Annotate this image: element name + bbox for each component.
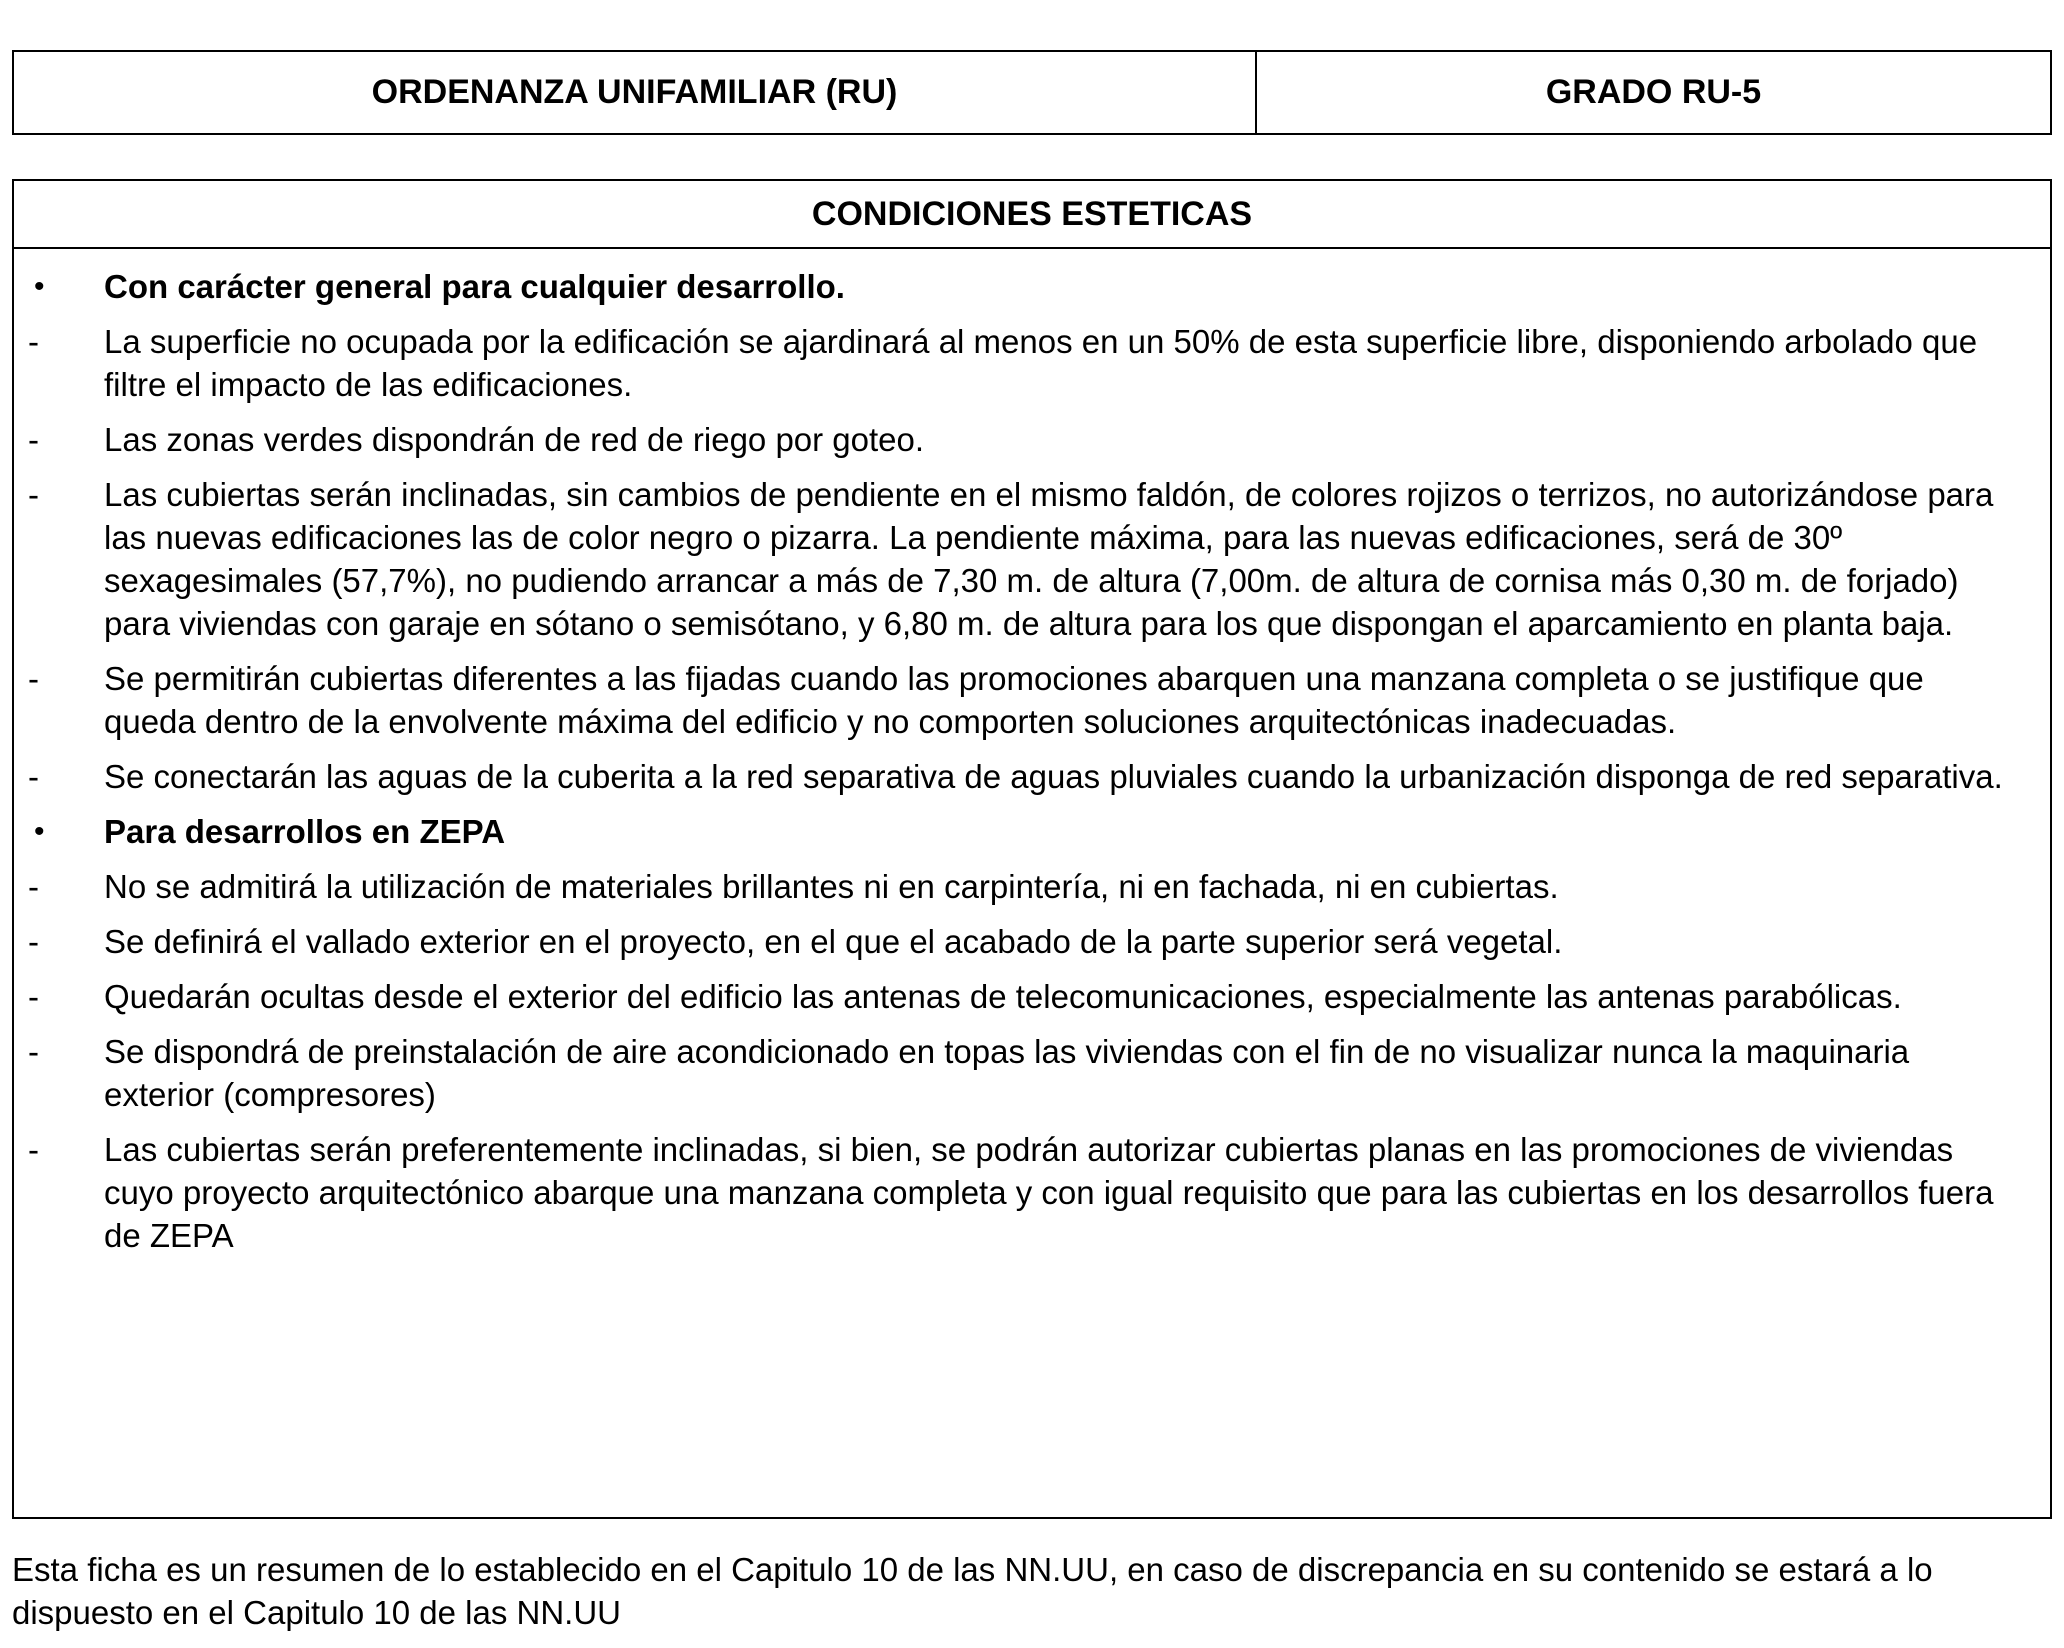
bullet-marker: • [34, 270, 45, 303]
grade-title: GRADO RU-5 [1545, 73, 1762, 111]
section-title: CONDICIONES ESTETICAS [14, 181, 2050, 249]
list-item-text: La superficie no ocupada por la edificación se ajardinará al menos en un 50% de esta superficie libre, disponiendo arbolado que filtre el impacto de las edificaciones. [104, 323, 1978, 403]
aesthetic-conditions-box [12, 179, 2052, 1519]
ordinance-header [12, 50, 2052, 135]
list-item-text: No se admitirá la utilización de materiales brillantes ni en carpintería, ni en fachada, ni en cubiertas. [104, 868, 1559, 905]
dash-marker: - [28, 1033, 39, 1070]
list-item-text: Quedarán ocultas desde el exterior del edificio las antenas de telecomunicaciones, especialmente las antenas parabólicas. [104, 978, 1902, 1015]
ordinance-title: ORDENANZA UNIFAMILIAR (RU) [14, 52, 1257, 133]
dash-marker: - [28, 868, 39, 905]
dash-marker: - [28, 660, 39, 697]
list-item [14, 418, 2050, 461]
list-item [14, 920, 2050, 963]
list-item-text: Las cubiertas serán preferentemente inclinadas, si bien, se podrán autorizar cubiertas planas en las promociones de viviendas cuyo proyecto arquitectónico abarque una manzana completa y con igual requisito que para las cubiertas en los desarrollos fuera de ZEPA [104, 1131, 1994, 1254]
dash-marker: - [28, 476, 39, 513]
list-item [14, 320, 2050, 406]
list-item-text: Las zonas verdes dispondrán de red de riego por goteo. [104, 421, 925, 458]
list-item-text: Se definirá el vallado exterior en el proyecto, en el que el acabado de la parte superior será vegetal. [104, 923, 1563, 960]
list-item [14, 1030, 2050, 1116]
list-item [14, 1128, 2050, 1257]
list-item-text: Las cubiertas serán inclinadas, sin cambios de pendiente en el mismo faldón, de colores rojizos o terrizos, no autorizándose para las nuevas edificaciones las de color negro o pizarra. La pendiente máxima, para las nuevas edificaciones, será de 30º sexagesimales (57,7%), no pudiendo arrancar a más de 7,30 m. de altura (7,00m. de altura de cornisa más 0,30 m. de forjado) para viviendas con garaje en sótano o semisótano, y 6,80 m. de altura para los que dispongan el aparcamiento en planta baja. [104, 476, 1994, 642]
list-item-text: Se permitirán cubiertas diferentes a las fijadas cuando las promociones abarquen una manzana completa o se justifique que queda dentro de la envolvente máxima del edificio y no comporten soluciones arquitectónicas inadecuadas. [104, 660, 1924, 740]
bullet-marker: • [34, 815, 45, 848]
dash-marker: - [28, 421, 39, 458]
list-item [14, 975, 2050, 1018]
list-item [14, 865, 2050, 908]
list-item-text: Se dispondrá de preinstalación de aire acondicionado en topas las viviendas con el fin de no visualizar nunca la maquinaria exterior (compresores) [104, 1033, 1910, 1113]
list-item [14, 473, 2050, 645]
footer-note: Esta ficha es un resumen de lo establecido en el Capitulo 10 de las NN.UU, en caso de discrepancia en su contenido se estará a lo dispuesto en el Capitulo 10 de las NN.UU [12, 1551, 1933, 1631]
list-item-text: Con carácter general para cualquier desarrollo. [104, 268, 845, 305]
dash-marker: - [28, 923, 39, 960]
conditions-list [14, 249, 2050, 1257]
dash-marker: - [28, 1131, 39, 1168]
list-item [14, 755, 2050, 798]
list-item-text: Se conectarán las aguas de la cuberita a la red separativa de aguas pluviales cuando la urbanización disponga de red separativa. [104, 758, 2003, 795]
list-item [14, 657, 2050, 743]
list-item [14, 810, 2050, 853]
dash-marker: - [28, 323, 39, 360]
list-item-text: Para desarrollos en ZEPA [104, 813, 506, 850]
dash-marker: - [28, 758, 39, 795]
dash-marker: - [28, 978, 39, 1015]
list-item [14, 265, 2050, 308]
